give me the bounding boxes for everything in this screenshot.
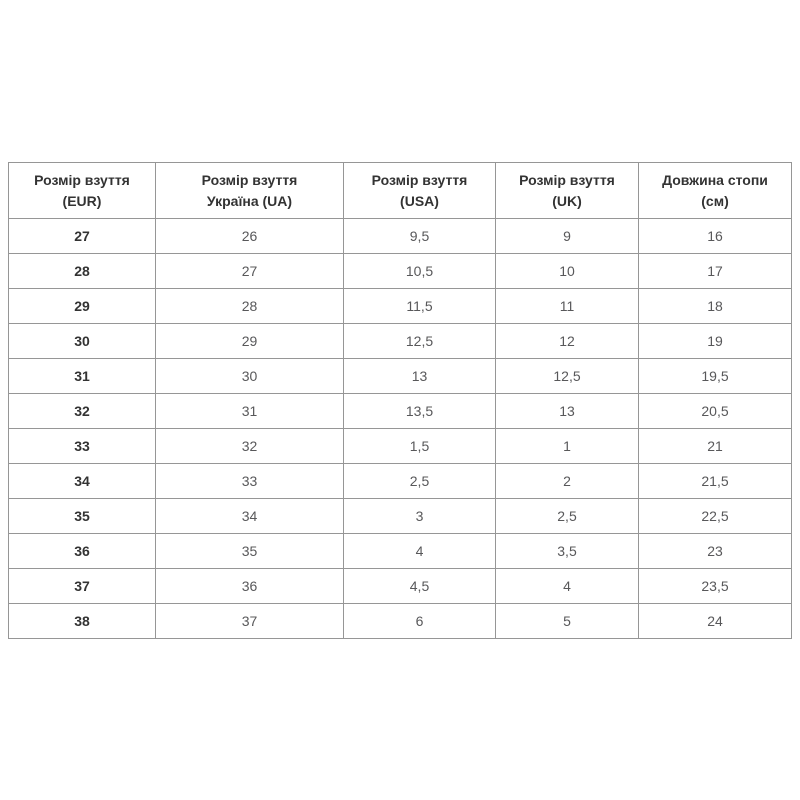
- cell-ua-size: 31: [156, 394, 344, 429]
- header-cm-line2: (см): [701, 192, 729, 209]
- cell-usa-size: 11,5: [344, 289, 496, 324]
- cell-ua-size: 30: [156, 359, 344, 394]
- table-row: [9, 324, 792, 359]
- header-cm-line1: Довжина стопи: [662, 171, 768, 188]
- cell-ua-size: 34: [156, 499, 344, 534]
- cell-foot-length-cm: 19: [639, 324, 792, 359]
- cell-uk-size: 10: [496, 254, 639, 289]
- header-usa-line1: Розмір взуття: [371, 171, 468, 188]
- header-cell-usa: [344, 163, 496, 219]
- cell-usa-size: 9,5: [344, 219, 496, 254]
- cell-foot-length-cm: 16: [639, 219, 792, 254]
- table-row: [9, 359, 792, 394]
- header-cell-eur: [9, 163, 156, 219]
- cell-usa-size: 1,5: [344, 429, 496, 464]
- cell-ua-size: 33: [156, 464, 344, 499]
- header-uk-line1: Розмір взуття: [519, 171, 615, 188]
- cell-uk-size: 1: [496, 429, 639, 464]
- cell-eur-size: 28: [9, 254, 156, 289]
- cell-ua-size: 29: [156, 324, 344, 359]
- cell-eur-size: 38: [9, 604, 156, 639]
- cell-eur-size: 31: [9, 359, 156, 394]
- cell-ua-size: 37: [156, 604, 344, 639]
- header-row: [9, 163, 792, 219]
- header-usa-line2: (USA): [400, 192, 439, 209]
- cell-eur-size: 34: [9, 464, 156, 499]
- cell-foot-length-cm: 18: [639, 289, 792, 324]
- cell-ua-size: 27: [156, 254, 344, 289]
- cell-usa-size: 10,5: [344, 254, 496, 289]
- cell-usa-size: 6: [344, 604, 496, 639]
- table-row: [9, 219, 792, 254]
- cell-uk-size: 2: [496, 464, 639, 499]
- cell-uk-size: 12: [496, 324, 639, 359]
- table-row: [9, 394, 792, 429]
- cell-foot-length-cm: 21: [639, 429, 792, 464]
- table-row: [9, 429, 792, 464]
- table-row: [9, 604, 792, 639]
- header-uk-line2: (UK): [552, 192, 582, 209]
- cell-foot-length-cm: 24: [639, 604, 792, 639]
- cell-ua-size: 28: [156, 289, 344, 324]
- cell-usa-size: 2,5: [344, 464, 496, 499]
- cell-foot-length-cm: 17: [639, 254, 792, 289]
- table-body: [9, 219, 792, 639]
- cell-eur-size: 33: [9, 429, 156, 464]
- cell-uk-size: 3,5: [496, 534, 639, 569]
- cell-foot-length-cm: 20,5: [639, 394, 792, 429]
- cell-usa-size: 4,5: [344, 569, 496, 604]
- table-row: [9, 289, 792, 324]
- cell-uk-size: 11: [496, 289, 639, 324]
- shoe-size-conversion-table: [8, 162, 792, 639]
- cell-uk-size: 12,5: [496, 359, 639, 394]
- table-row: [9, 569, 792, 604]
- cell-ua-size: 32: [156, 429, 344, 464]
- cell-ua-size: 36: [156, 569, 344, 604]
- cell-uk-size: 5: [496, 604, 639, 639]
- cell-usa-size: 4: [344, 534, 496, 569]
- header-eur-line1: Розмір взуття: [34, 171, 130, 188]
- cell-eur-size: 35: [9, 499, 156, 534]
- cell-foot-length-cm: 21,5: [639, 464, 792, 499]
- cell-foot-length-cm: 19,5: [639, 359, 792, 394]
- header-cell-cm: [639, 163, 792, 219]
- header-eur-line2: (EUR): [62, 192, 102, 209]
- cell-foot-length-cm: 22,5: [639, 499, 792, 534]
- size-table-container: [8, 162, 792, 639]
- cell-usa-size: 13: [344, 359, 496, 394]
- table-row: [9, 499, 792, 534]
- table-row: [9, 534, 792, 569]
- cell-usa-size: 12,5: [344, 324, 496, 359]
- cell-eur-size: 30: [9, 324, 156, 359]
- cell-usa-size: 13,5: [344, 394, 496, 429]
- header-ua-line1: Розмір взуття: [201, 171, 298, 188]
- header-cell-ua: [156, 163, 344, 219]
- cell-foot-length-cm: 23,5: [639, 569, 792, 604]
- cell-uk-size: 9: [496, 219, 639, 254]
- cell-eur-size: 29: [9, 289, 156, 324]
- cell-uk-size: 4: [496, 569, 639, 604]
- cell-usa-size: 3: [344, 499, 496, 534]
- cell-eur-size: 32: [9, 394, 156, 429]
- cell-ua-size: 35: [156, 534, 344, 569]
- cell-eur-size: 27: [9, 219, 156, 254]
- table-row: [9, 254, 792, 289]
- cell-eur-size: 36: [9, 534, 156, 569]
- cell-eur-size: 37: [9, 569, 156, 604]
- cell-uk-size: 2,5: [496, 499, 639, 534]
- cell-uk-size: 13: [496, 394, 639, 429]
- table-row: [9, 464, 792, 499]
- cell-ua-size: 26: [156, 219, 344, 254]
- cell-foot-length-cm: 23: [639, 534, 792, 569]
- header-cell-uk: [496, 163, 639, 219]
- header-ua-line2: Україна (UA): [206, 192, 293, 209]
